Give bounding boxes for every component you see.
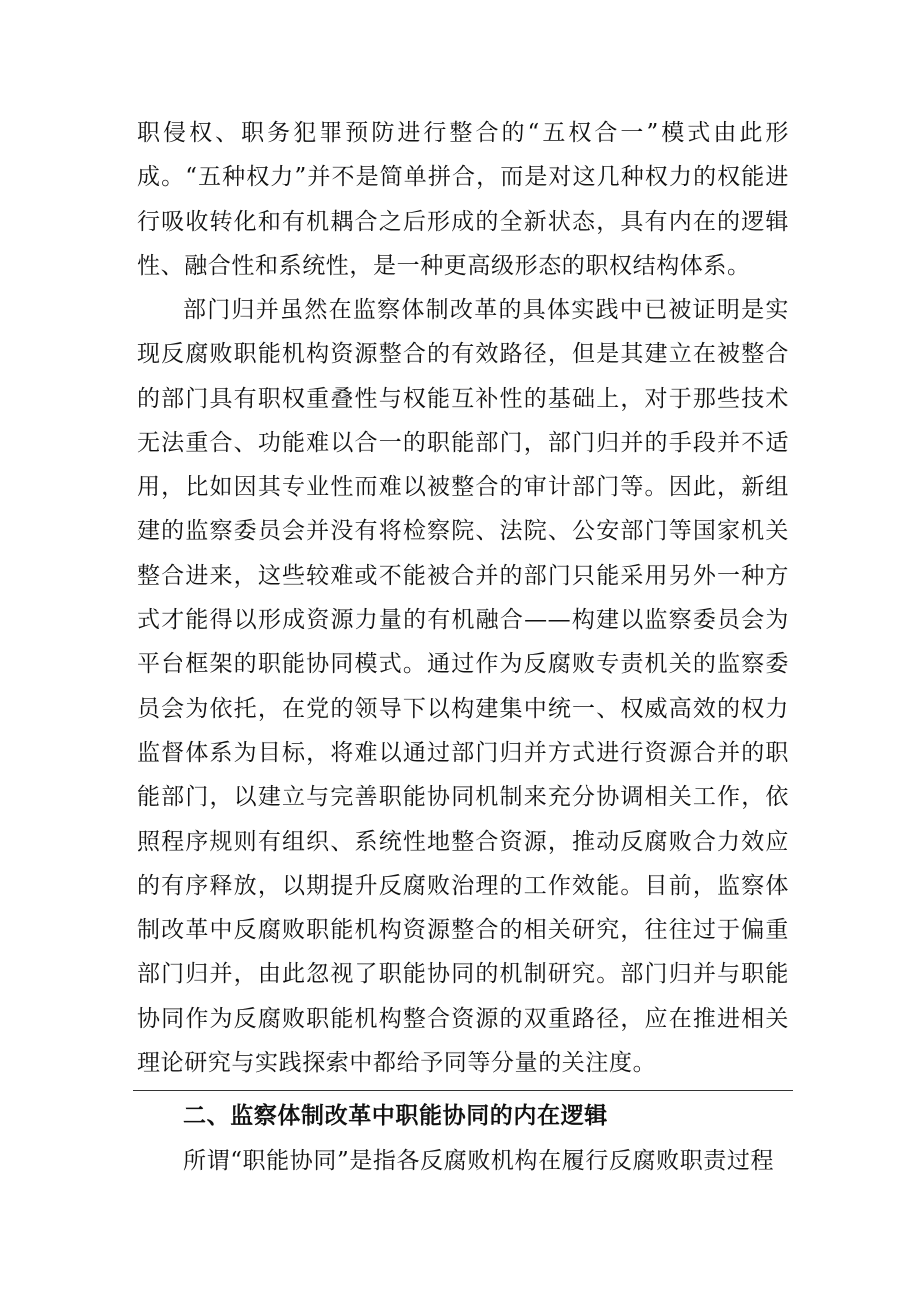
paragraph-2: 部门归并虽然在监察体制改革的具体实践中已被证明是实现反腐败职能机构资源整合的有效路径，但是其建立在被整合的部门具有职权重叠性与权能互补性的基础上，对于那些技术无法重合、功能难以合一的职能部门，部门归并的手段并不适用，比如因其专业性而难以被整合的审计部门等。因此，新组建的监察委员会并没有将检察院、法院、公安部门等国家机关整合进来，这些较难或不能被合并的部门只能采用另外一种方式才能得以形成资源力量的有机融合——构建以监察委员会为平台框架的职能协同模式。通过作为反腐败专责机关的监察委员会为依托，在党的领导下以构建集中统一、权威高效的权力监督体系为目标，将难以通过部门归并方式进行资源合并的职能部门，以建立与完善职能协同机制来充分协调相关工作，依照程序规则有组织、系统性地整合资源，推动反腐败合力效应的有序释放，以期提升反腐败治理的工作效能。目前，监察体制改革中反腐败职能机构资源整合的相关研究，往往过于偏重部门归并，由此忽视了职能协同的机制研究。部门归并与职能协同作为反腐败职能机构整合资源的双重路径，应在推进相关理论研究与实践探索中都给予同等分量的关注度。 xyxy=(137,297,789,1077)
paragraph-3: 所谓“职能协同”是指各反腐败机构在履行反腐败职责过程 xyxy=(183,1148,775,1174)
section-heading: 二、监察体制改革中职能协同的内在逻辑 xyxy=(183,1103,608,1129)
paragraph-1: 职侵权、职务犯罪预防进行整合的“五权合一”模式由此形成。“五种权力”并不是简单拼合，而是对这几种权力的权能进行吸收转化和有机耦合之后形成的全新状态，具有内在的逻辑性、融合性和系统性，是一种更高级形态的职权结构体系。 xyxy=(137,120,789,279)
divider-line xyxy=(133,1090,793,1091)
